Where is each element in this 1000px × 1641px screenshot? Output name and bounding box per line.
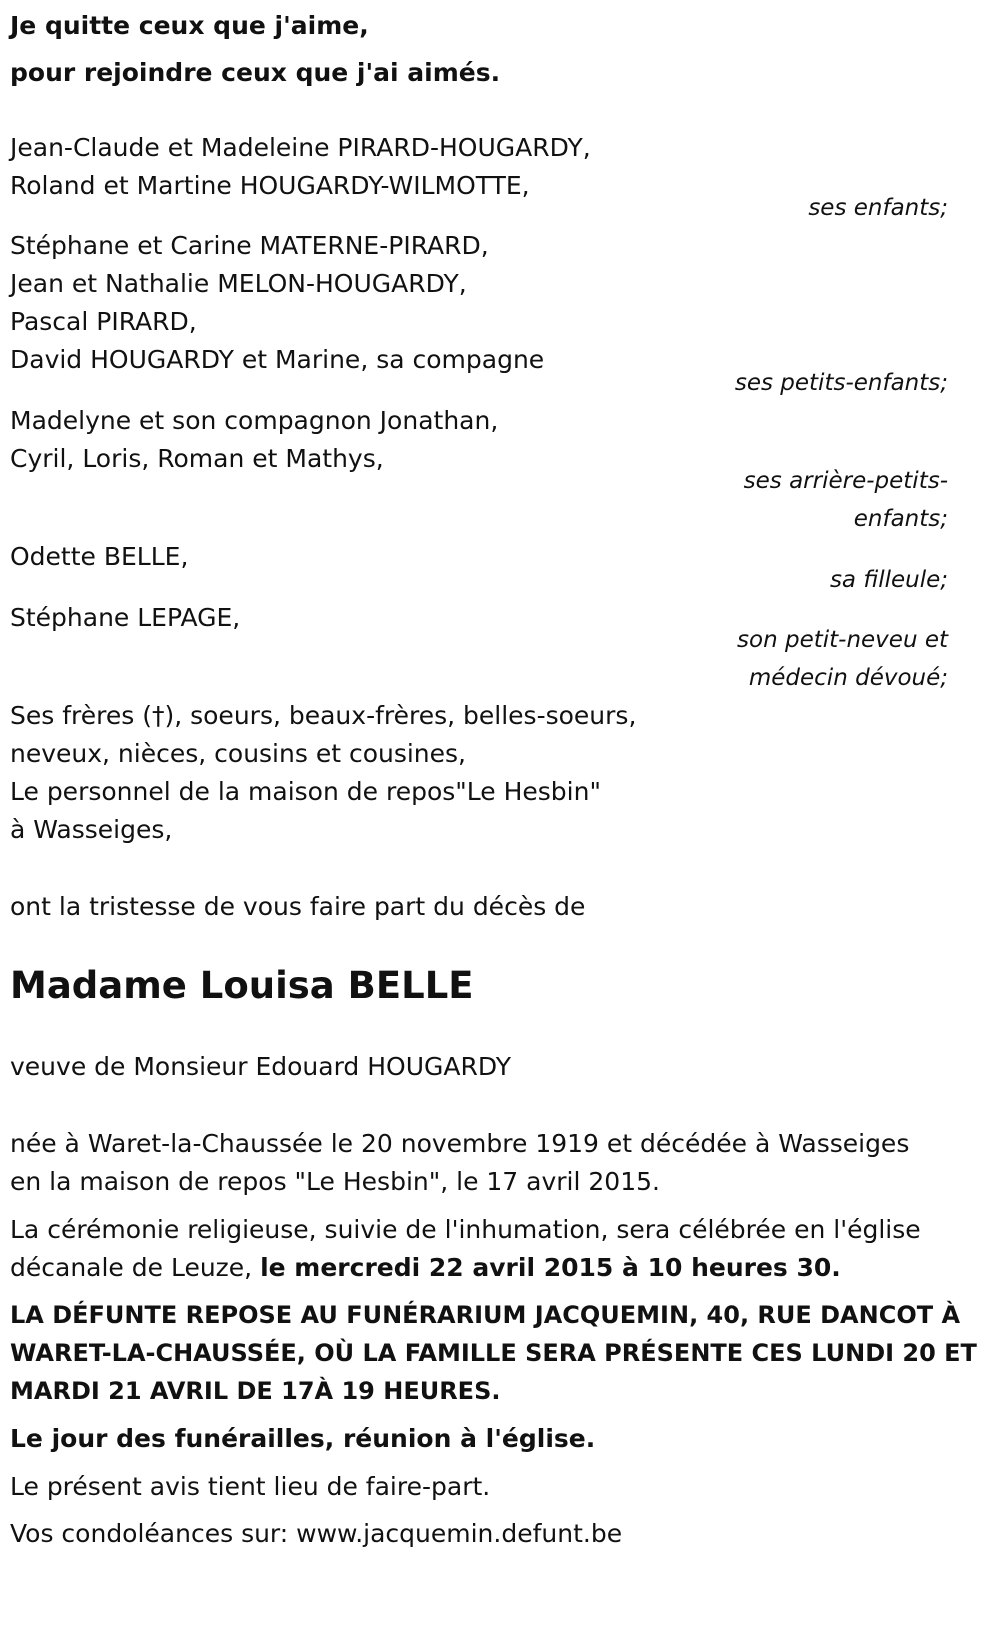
family-name-line: Roland et Martine HOUGARDY-WILMOTTE, [10,171,530,200]
birth-death-line: née à Waret-la-Chaussée le 20 novembre 1919 et décédée à Wasseiges [10,1129,910,1158]
relation-label: ses enfants; [808,195,948,221]
funeral-day: Le jour des funérailles, réunion à l'église. [10,1424,596,1453]
birth-death-line: en la maison de repos "Le Hesbin", le 17 avril 2015. [10,1167,660,1196]
notice: Le présent avis tient lieu de faire-part. [10,1472,491,1501]
family-name-line: Stéphane LEPAGE, [10,603,241,632]
repose-line: LA DÉFUNTE REPOSE AU FUNÉRARIUM JACQUEMIN, 40, RUE DANCOT À [10,1301,961,1329]
family-name-line: Jean et Nathalie MELON-HOUGARDY, [10,269,467,298]
ceremony-line [10,1249,841,1287]
ceremony-location: décanale de Leuze, [10,1253,261,1282]
family-name-line: Jean-Claude et Madeleine PIRARD-HOUGARDY, [10,133,591,162]
others-line: à Wasseiges, [10,815,173,844]
family-name-line: David HOUGARDY et Marine, sa compagne [10,345,545,374]
relation-label: ses petits-enfants; [734,370,948,396]
relation-label: son petit-neveu et [737,627,948,653]
relation-label: médecin dévoué; [748,665,948,691]
relation-label: sa filleule; [829,567,948,593]
family-name-line: Cyril, Loris, Roman et Mathys, [10,444,384,473]
ceremony-datetime: le mercredi 22 avril 2015 à 10 heures 30. [260,1253,841,1282]
others-line: Le personnel de la maison de repos"Le Hesbin" [10,777,601,806]
epigraph-line: pour rejoindre ceux que j'ai aimés. [10,58,501,87]
others-line: neveux, nièces, cousins et cousines, [10,739,467,768]
relation-label: ses arrière-petits- [743,468,948,494]
repose-line: WARET-LA-CHAUSSÉE, OÙ LA FAMILLE SERA PRÉSENTE CES LUNDI 20 ET [10,1339,977,1367]
family-name-line: Stéphane et Carine MATERNE-PIRARD, [10,231,489,260]
announcement: ont la tristesse de vous faire part du décès de [10,892,586,921]
ceremony-line: La cérémonie religieuse, suivie de l'inhumation, sera célébrée en l'église [10,1215,921,1244]
family-name-line: Madelyne et son compagnon Jonathan, [10,406,499,435]
family-name-line: Odette BELLE, [10,542,189,571]
condolences: Vos condoléances sur: www.jacquemin.defunt.be [10,1519,623,1548]
repose-line: MARDI 21 AVRIL DE 17À 19 HEURES. [10,1377,501,1405]
deceased-name: Madame Louisa BELLE [10,964,474,1007]
epigraph-line: Je quitte ceux que j'aime, [10,11,369,40]
widow-of: veuve de Monsieur Edouard HOUGARDY [10,1052,512,1081]
family-name-line: Pascal PIRARD, [10,307,197,336]
others-line: Ses frères (†), soeurs, beaux-frères, belles-soeurs, [10,701,637,730]
relation-label: enfants; [853,506,948,532]
